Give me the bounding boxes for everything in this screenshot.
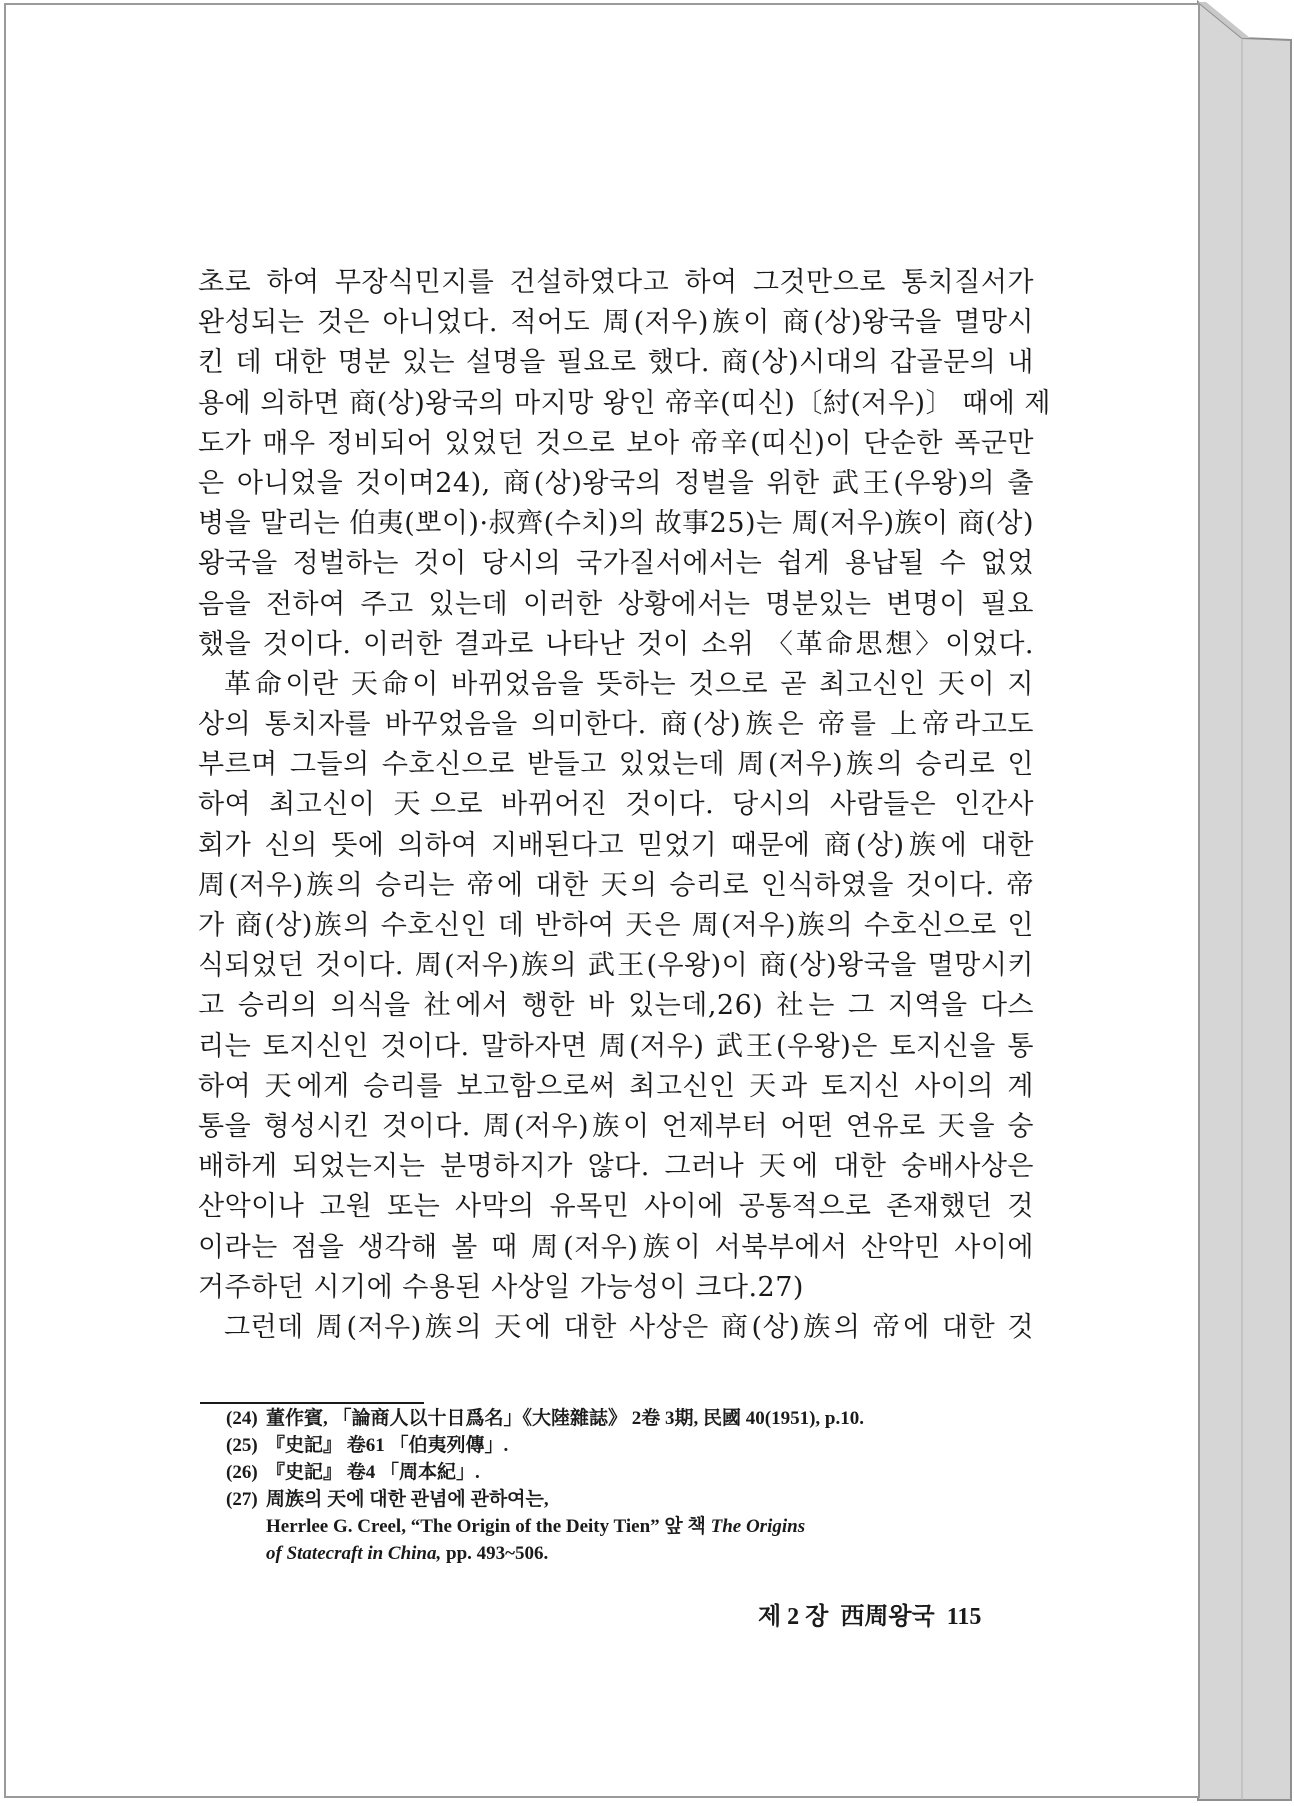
body-line: 왕국을 정벌하는 것이 당시의 국가질서에서는 쉽게 용납될 수 없었: [198, 548, 1034, 580]
footnote-27-continuation: [226, 1540, 1046, 1567]
body-line: 그런데 周(저우)族의 天에 대한 사상은 商(상)族의 帝에 대한 것: [224, 1311, 1034, 1343]
footnote-text: 周族의 天에 대한 관념에 관하여는,: [266, 1489, 549, 1510]
body-line: 하여 天에게 승리를 보고함으로써 최고신인 天과 토지신 사이의 계: [198, 1070, 1034, 1102]
body-line: 용에 의하면 商(상)왕국의 마지망 왕인 帝辛(띠신)〔紂(저우)〕 때에 제: [198, 387, 1052, 419]
body-line: 고 승리의 의식을 社에서 행한 바 있는데,26) 社는 그 지역을 다스: [198, 990, 1034, 1022]
body-line: 병을 말리는 伯夷(뽀이)·叔齊(수치)의 故事25)는 周(저우)族이 商(상): [198, 508, 1034, 540]
body-line: 이라는 점을 생각해 볼 때 周(저우)族이 서북부에서 산악민 사이에: [198, 1231, 1034, 1263]
page-number: 115: [946, 1604, 982, 1630]
body-text: [198, 263, 1052, 1348]
body-line: 음을 전하여 주고 있는데 이러한 상황에서는 명분있는 변명이 필요: [198, 588, 1034, 620]
footnote-number: (26): [226, 1462, 258, 1483]
footnote-27-continuation: [226, 1513, 1046, 1540]
footnote-27: [226, 1486, 1046, 1513]
footnote-text: 董作賓, 「論商人以十日爲名」《大陸雜誌》 2卷 3期, 民國 40(1951), p.10.: [266, 1408, 864, 1429]
footnote-pages: pp. 493~506.: [441, 1543, 549, 1564]
chapter-title: 西周왕국: [840, 1604, 935, 1630]
body-line: 革命이란 天命이 바뀌었음을 뜻하는 것으로 곧 최고신인 天이 지: [224, 668, 1034, 700]
body-line: 배하게 되었는지는 분명하지가 않다. 그러나 天에 대한 숭배사상은: [198, 1151, 1034, 1183]
body-line: 도가 매우 정비되어 있었던 것으로 보아 帝辛(띠신)이 단순한 폭군만: [198, 427, 1034, 459]
body-line: 했을 것이다. 이러한 결과로 나타난 것이 소위 〈革命思想〉이었다.: [198, 628, 1034, 660]
footnote-25: [226, 1432, 1046, 1459]
footnote-divider: [200, 1402, 424, 1404]
body-line: 은 아니었을 것이며24), 商(상)왕국의 정벌을 위한 武王(우왕)의 출: [198, 467, 1034, 499]
footnote-number: (25): [226, 1435, 258, 1456]
footnote-26: [226, 1459, 1046, 1486]
book-title-part-1: The Origins: [710, 1516, 806, 1537]
body-line: 산악이나 고원 또는 사막의 유목민 사이에 공통적으로 존재했던 것: [198, 1191, 1034, 1223]
body-line: 周(저우)族의 승리는 帝에 대한 天의 승리로 인식하였을 것이다. 帝: [198, 869, 1034, 901]
body-line: 회가 신의 뜻에 의하여 지배된다고 믿었기 때문에 商(상)族에 대한: [198, 829, 1034, 861]
footnote-citation: Herrlee G. Creel, “The Origin of the Deity Tien” 앞 책: [266, 1516, 711, 1537]
footnote-number: (27): [226, 1489, 258, 1510]
body-line: 식되었던 것이다. 周(저우)族의 武王(우왕)이 商(상)왕국을 멸망시키: [198, 950, 1034, 982]
chapter-label: 제 2 장: [758, 1604, 829, 1630]
footnote-text: 『史記』 卷4 「周本紀」.: [266, 1462, 480, 1483]
body-line: 상의 통치자를 바꾸었음을 의미한다. 商(상)族은 帝를 上帝라고도: [198, 709, 1034, 741]
footnotes: [226, 1405, 1046, 1567]
body-line: 초로 하여 무장식민지를 건설하였다고 하여 그것만으로 통치질서가: [198, 267, 1034, 298]
book-page: [4, 3, 1200, 1798]
running-footer: [758, 1596, 1018, 1631]
footnote-text: 『史記』 卷61 「伯夷列傳」.: [266, 1435, 509, 1456]
body-line: 거주하던 시기에 수용된 사상일 가능성이 크다.27): [198, 1271, 804, 1303]
footnote-number: (24): [226, 1408, 258, 1429]
footnote-24: [226, 1405, 1046, 1432]
body-line: 킨 데 대한 명분 있는 설명을 필요로 했다. 商(상)시대의 갑골문의 내: [198, 347, 1034, 379]
body-line: 완성되는 것은 아니었다. 적어도 周(저우)族이 商(상)왕국을 멸망시: [198, 307, 1034, 339]
book-title-part-2: of Statecraft in China,: [266, 1543, 442, 1564]
body-line: 하여 최고신이 天으로 바뀌어진 것이다. 당시의 사람들은 인간사: [198, 789, 1034, 821]
body-line: 리는 토지신인 것이다. 말하자면 周(저우) 武王(우왕)은 토지신을 통: [198, 1030, 1034, 1062]
spine-face: [1198, 2, 1291, 1800]
body-line: 가 商(상)族의 수호신인 데 반하여 天은 周(저우)族의 수호신으로 인: [198, 910, 1034, 941]
body-line: 통을 형성시킨 것이다. 周(저우)族이 언제부터 어떤 연유로 天을 숭: [198, 1110, 1034, 1142]
body-line: 부르며 그들의 수호신으로 받들고 있었는데 周(저우)族의 승리로 인: [198, 749, 1034, 781]
